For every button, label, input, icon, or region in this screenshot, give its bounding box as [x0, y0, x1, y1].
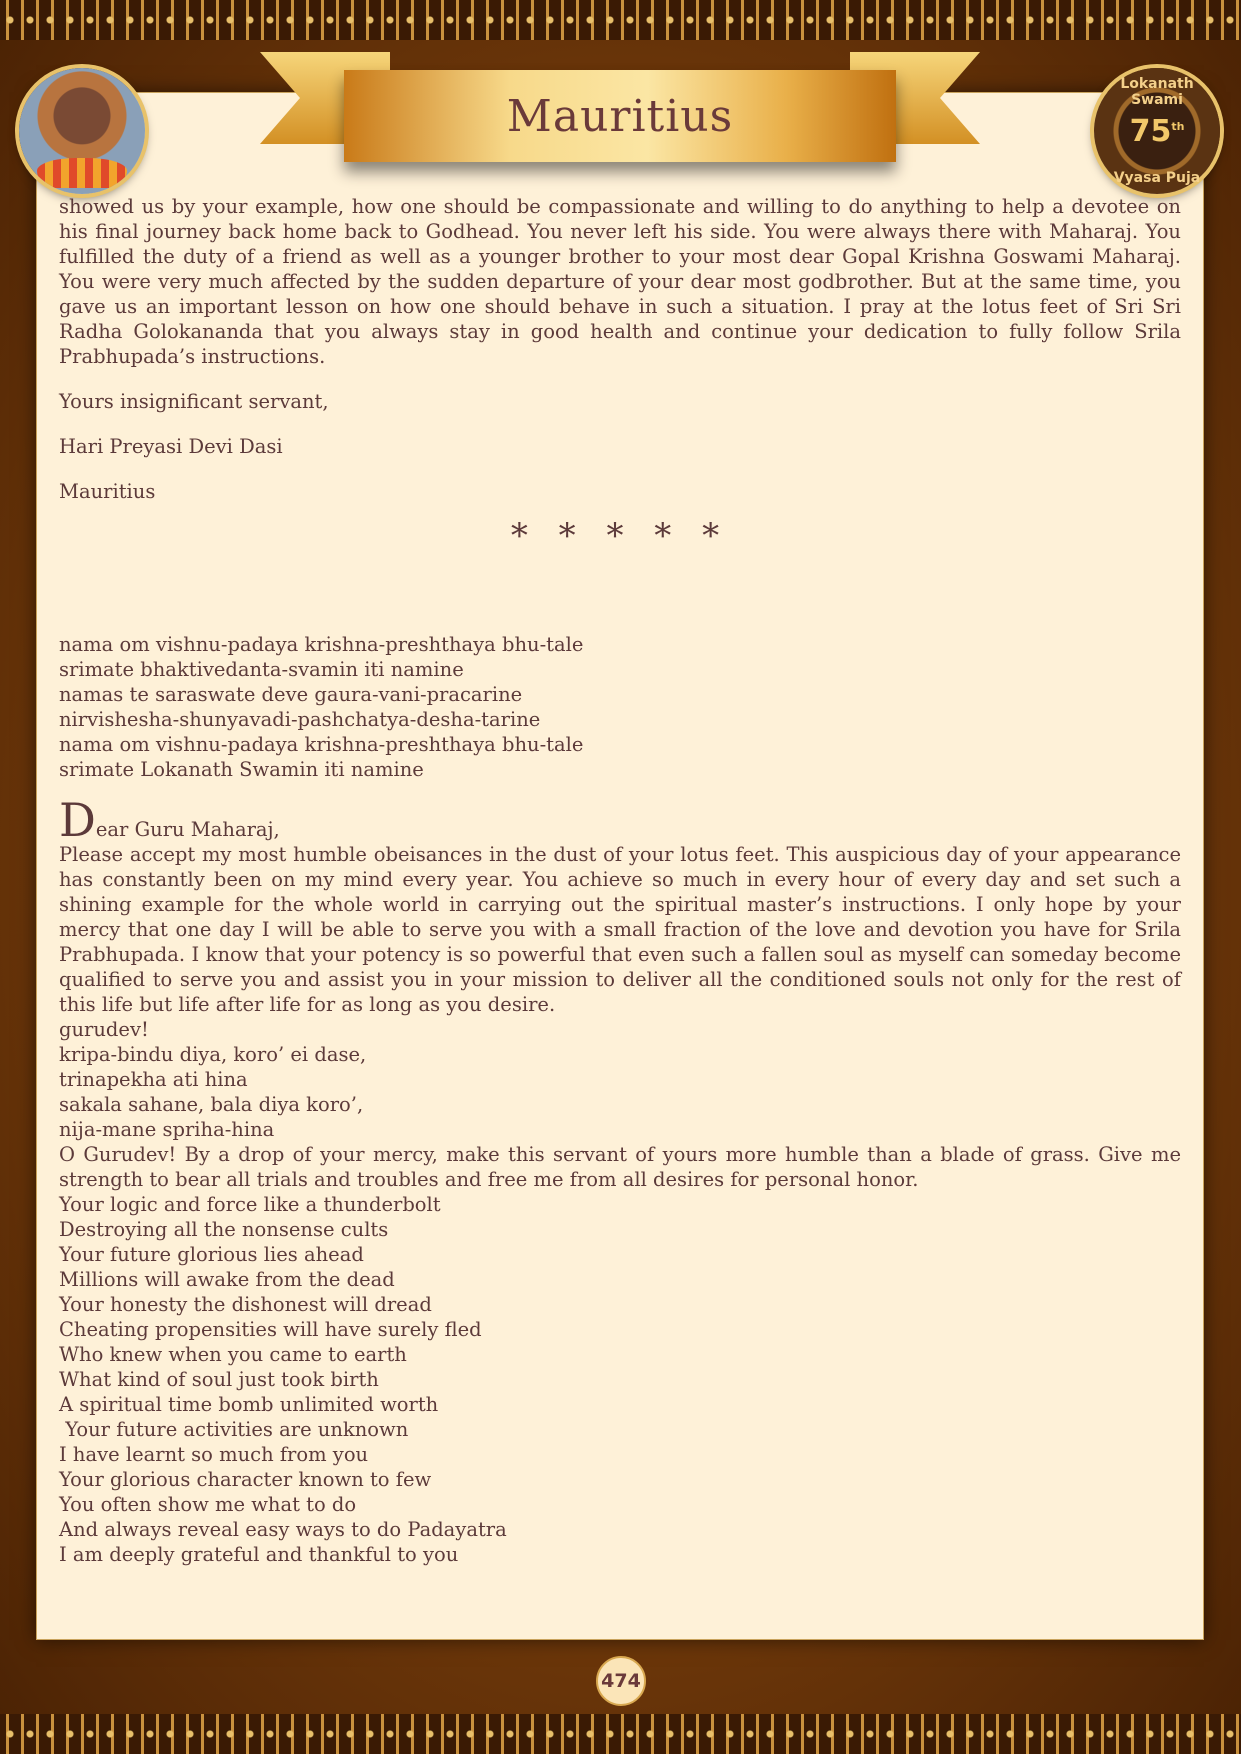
letter1-place: Mauritius	[59, 480, 156, 503]
poem-line: Destroying all the nonsense cults	[59, 1218, 389, 1241]
verse-line: nirvishesha-shunyavadi-pashchatya-desha-tarine	[59, 708, 541, 731]
letter1-paragraph: showed us by your example, how one should be compassionate and willing to do anything to help a devotee on his final journey back home back to Godhead. You never left his side. You were always there with Maharaj. You fulfilled the duty of a friend as well as a younger brother to your most dear Gopal Krishna Goswami Maharaj. You were very much affected by the sudden departure of your dear most godbrother. But at the same time, you gave us an important lesson on how one should behave in such a situation. I pray at the lotus feet of Sri Sri Radha Golokananda that you always stay in good health and continue your dedication to fully follow Srila Prabhupada’s instructions.	[59, 195, 1181, 368]
verse-line: srimate bhaktivedanta-svamin iti namine	[59, 658, 464, 681]
guru-portrait-image	[19, 68, 145, 194]
poem-line: What kind of soul just took birth	[59, 1368, 379, 1391]
page-number: 474	[596, 1656, 646, 1706]
letter1-signoff	[59, 389, 1181, 504]
gurudev-song	[59, 1017, 1181, 1142]
greeting-text: ear Guru Maharaj,	[95, 818, 280, 841]
poem	[59, 1192, 1181, 1567]
poem-line: Millions will awake from the dead	[59, 1268, 395, 1291]
poem-line: Your logic and force like a thunderbolt	[59, 1193, 441, 1216]
ribbon-banner	[344, 70, 896, 162]
verse-line: nama om vishnu-padaya krishna-preshthaya bhu-tale	[59, 733, 584, 756]
letter2-paragraph: Please accept my most humble obeisances in the dust of your lotus feet. This auspicious day of your appearance has constantly been on my mind every year. You achieve so much in every hour of every day and set such a shining example for the whole world in carrying out the spiritual master’s instructions. I only hope by your mercy that one day I will be able to serve you with a small fraction of the love and devotion you have for Srila Prabhupada. I know that your potency is so powerful that even such a fallen soul as myself can someday become qualified to serve you and assist you in your mission to deliver all the conditioned souls not only for the rest of this life but life after life for as long as you desire.	[59, 843, 1181, 1016]
song-line: trinapekha ati hina	[59, 1068, 248, 1091]
badge-top-text: Lokanath Swami	[1120, 76, 1194, 108]
page-title: Mauritius	[506, 90, 734, 142]
verse-line: nama om vishnu-padaya krishna-preshthaya bhu-tale	[59, 633, 584, 656]
vyasa-puja-75th-badge	[1094, 68, 1220, 194]
poem-line: Cheating propensities will have surely fled	[59, 1318, 482, 1341]
letter-content	[59, 194, 1181, 1567]
letter1-closing: Yours insignificant servant,	[59, 390, 329, 413]
poem-line: Your future activities are unknown	[59, 1418, 409, 1441]
drop-cap: D	[59, 793, 96, 847]
poem-line: A spiritual time bomb unlimited worth	[59, 1393, 439, 1416]
top-border-pattern	[0, 0, 1241, 40]
section-separator: * * * * *	[510, 516, 730, 556]
song-line: sakala sahane, bala diya koro’,	[59, 1093, 364, 1116]
badge-number: 75th	[1129, 113, 1185, 149]
bottom-border-pattern	[0, 1714, 1241, 1754]
song-line: nija-mane spriha-hina	[59, 1118, 275, 1141]
letter1-author: Hari Preyasi Devi Dasi	[59, 435, 283, 458]
verse-line: namas te saraswate deve gaura-vani-pracarine	[59, 683, 523, 706]
letter2-greeting	[59, 793, 1181, 847]
song-line: kripa-bindu diya, koro’ ei dase,	[59, 1043, 367, 1066]
song-line: gurudev!	[59, 1018, 149, 1041]
song-translation: O Gurudev! By a drop of your mercy, make this servant of yours more humble than a blade of grass. Give me strength to bear all trials and troubles and free me from all desires for personal honor.	[59, 1143, 1181, 1191]
pranama-mantra	[59, 632, 1181, 782]
verse-line: srimate Lokanath Swamin iti namine	[59, 758, 424, 781]
poem-line: Your future glorious lies ahead	[59, 1243, 364, 1266]
badge-bottom-text: Vyasa Puja	[1113, 170, 1201, 186]
poem-line: You often show me what to do	[59, 1493, 357, 1516]
title-ribbon	[260, 50, 980, 162]
garland-decoration	[37, 158, 127, 188]
poem-line: I have learnt so much from you	[59, 1443, 369, 1466]
poem-line: Who knew when you came to earth	[59, 1343, 407, 1366]
poem-line: I am deeply grateful and thankful to you	[59, 1543, 459, 1566]
poem-line: Your glorious character known to few	[59, 1468, 432, 1491]
poem-line: Your honesty the dishonest will dread	[59, 1293, 432, 1316]
poem-line: And always reveal easy ways to do Padayatra	[59, 1518, 507, 1541]
